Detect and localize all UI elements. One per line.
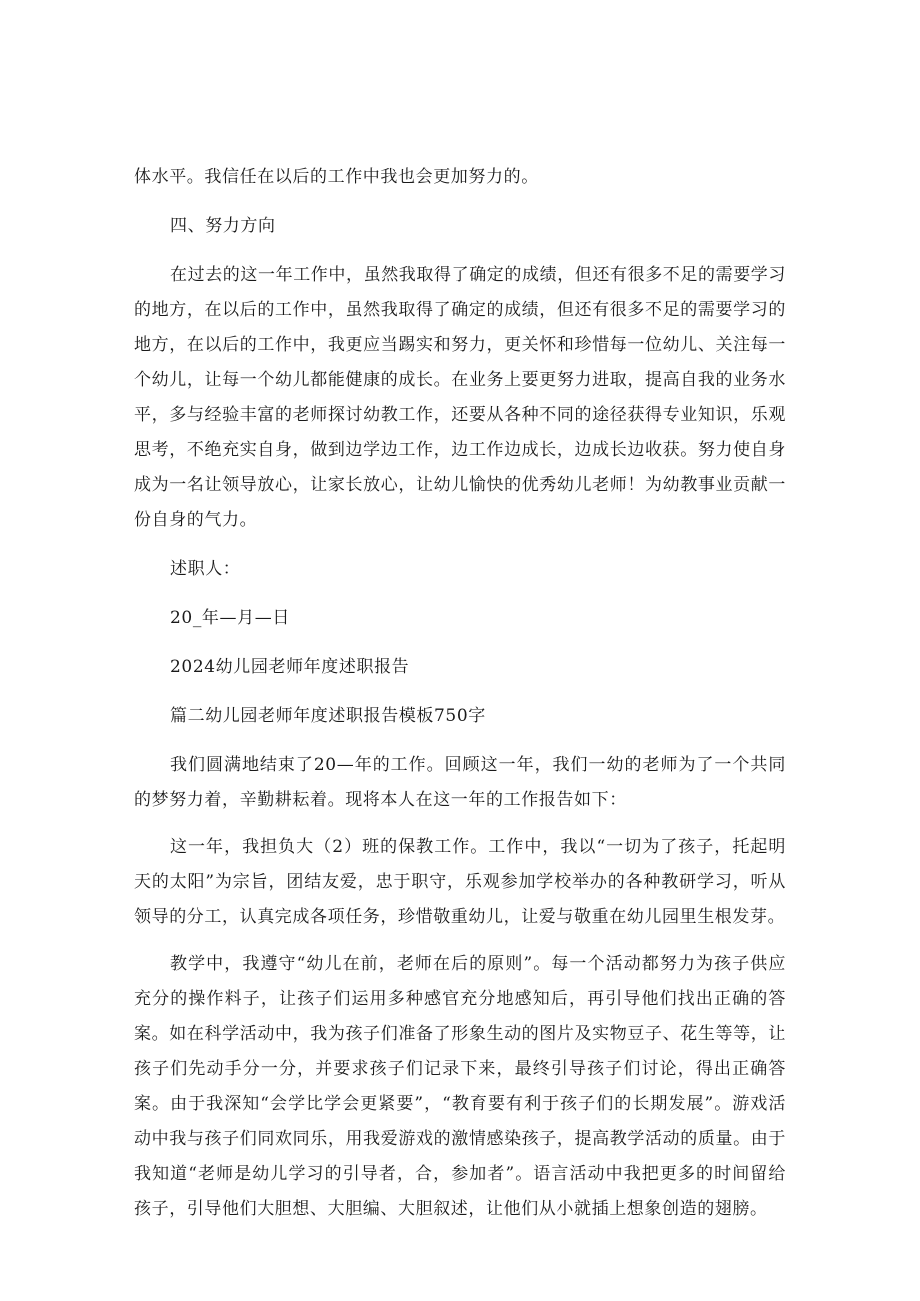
section-heading-four: 四、努力方向 xyxy=(170,216,276,236)
paragraph-intro: 我们圆满地结束了20—年的工作。回顾这一年，我们一幼的老师为了一个共同的梦努力着，辛勤耕耘着。现将本人在这一年的工作报告如下： xyxy=(134,755,786,810)
document-body xyxy=(134,160,786,1227)
paragraph-continuation: 体水平。我信任在以后的工作中我也会更加努力的。 xyxy=(134,167,539,187)
date-line: 20_年—月—日 xyxy=(170,608,290,628)
reporter-label: 述职人： xyxy=(170,559,241,579)
paragraph-teaching: 教学中，我遵守“幼儿在前，老师在后的原则”。每一个活动都努力为孩子供应充分的操作料子，让孩子们运用多种感官充分地感知后，再引导他们找出正确的答案。如在科学活动中，我为孩子们准备了形象生动的图片及实物豆子、花生等等，让孩子们先动手分一分，并要求孩子们记录下来，最终引导孩子们讨论，得出正确答案。由于我深知“会学比学会更紧要”，“教育要有利于孩子们的长期发展”。游戏活动中我与孩子们同欢同乐，用我爱游戏的激情感染孩子，提高教学活动的质量。由于我知道“老师是幼儿学习的引导者，合，参加者”。语言活动中我把更多的时间留给孩子，引导他们大胆想、大胆编、大胆叙述，让他们从小就插上想象创造的翅膀。 xyxy=(134,954,786,1219)
section-title: 篇二幼儿园老师年度述职报告模板750字 xyxy=(170,706,486,726)
report-title: 2024幼儿园老师年度述职报告 xyxy=(170,657,410,677)
paragraph-class: 这一年，我担负大（2）班的保教工作。工作中，我以“一切为了孩子，托起明天的太阳”为宗旨，团结友爱，忠于职守，乐观参加学校举办的各种教研学习，听从领导的分工，认真完成各项任务，珍惜敬重幼儿，让爱与敬重在幼儿园里生根发芽。 xyxy=(134,837,786,927)
paragraph-direction: 在过去的这一年工作中，虽然我取得了确定的成绩，但还有很多不足的需要学习的地方，在以后的工作中，虽然我取得了确定的成绩，但还有很多不足的需要学习的地方，在以后的工作中，我更应当踢实和努力，更关怀和珍惜每一位幼儿、关注每一个幼儿，让每一个幼儿都能健康的成长。在业务上要更努力进取，提高自我的业务水平，多与经验丰富的老师探讨幼教工作，还要从各种不同的途径获得专业知识，乐观思考，不绝充实自身，做到边学边工作，边工作边成长，边成长边收获。努力使自身成为一名让领导放心，让家长放心，让幼儿愉快的优秀幼儿老师！为幼教事业贡献一份自身的气力。 xyxy=(134,265,786,530)
